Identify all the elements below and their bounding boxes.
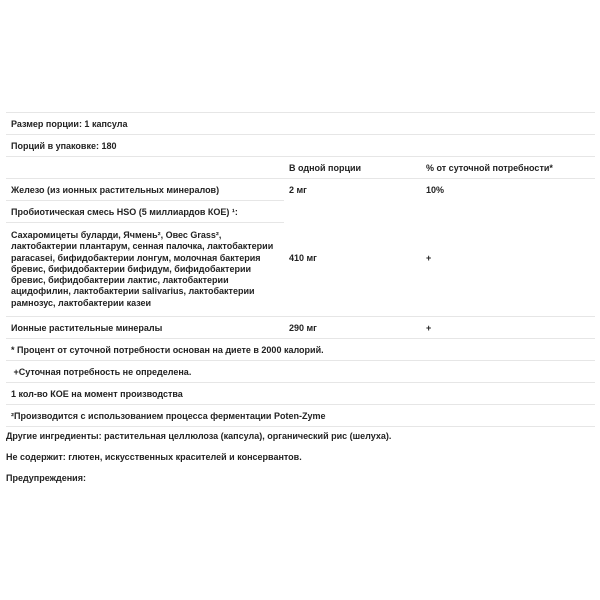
footnote: * Процент от суточной потребности основан на диете в 2000 калорий.: [6, 339, 595, 361]
nutrient-name: Пробиотическая смесь HSO (5 миллиардов КОЕ) ¹:: [6, 201, 284, 223]
nutrient-name: Ионные растительные минералы: [6, 317, 284, 339]
footnote: 1 кол-во КОЕ на момент производства: [6, 383, 595, 405]
nutrient-name: Сахаромицеты буларди, Ячмень², Овес Grass², лактобактерии плантарум, сенная палочка, лактобактерии paracasei, бифидобактерии лонгум, молочная бактерия бревис, бифидобактерии бифидум, бифидобактерии бревис, бифидобактерии лактис, лактобактерии ацидофилин, лактобактерии salivarius, лактобактерии рамнозус, лактобактерии казеи: [6, 223, 284, 317]
serving-size: Размер порции: 1 капсула: [6, 113, 595, 135]
nutrient-dv: +: [421, 317, 595, 339]
nutrient-dv: +: [426, 253, 432, 264]
table-row: [6, 317, 595, 339]
free-of: Не содержит: глютен, искусственных красителей и консервантов.: [6, 452, 302, 462]
nutrient-amount: 290 мг: [284, 317, 421, 339]
header-empty: [6, 157, 284, 179]
other-ingredients: Другие ингредиенты: растительная целлюлоза (капсула), органический рис (шелуха).: [6, 431, 392, 441]
header-per-serving: В одной порции: [284, 157, 421, 179]
footnote: ²Производится с использованием процесса ферментации Poten-Zyme: [6, 405, 595, 427]
header-daily-value: % от суточной потребности*: [421, 157, 595, 179]
supplement-facts-table: [6, 112, 595, 427]
table-row: [6, 201, 595, 223]
servings-per-container: Порций в упаковке: 180: [6, 135, 595, 157]
nutrient-amount: 2 мг: [284, 179, 421, 201]
warnings-heading: Предупреждения:: [6, 473, 86, 483]
nutrient-amount: 410 мг: [289, 253, 317, 264]
nutrient-dv: 10%: [421, 179, 595, 201]
table-row: [6, 179, 595, 201]
nutrient-name: Железо (из ионных растительных минералов): [6, 179, 284, 201]
footnote: +Суточная потребность не определена.: [6, 361, 595, 383]
additional-info: [6, 429, 391, 492]
